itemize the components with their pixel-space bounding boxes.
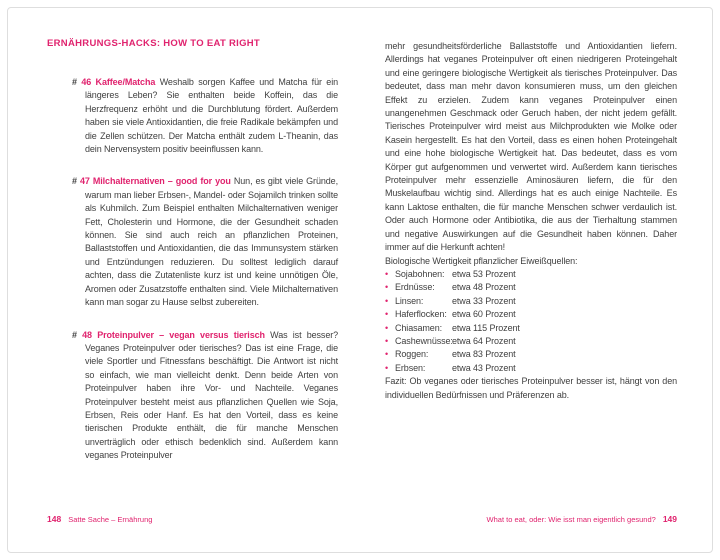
page-number-left: 148: [47, 514, 62, 524]
list-item-value: etwa 43 Prozent: [452, 362, 516, 373]
list-item-name: Erbsen:: [395, 362, 426, 373]
list-item: [385, 308, 677, 321]
list-item: [385, 295, 677, 308]
list-item-name: Linsen:: [395, 295, 424, 306]
list-item-value: etwa 60 Prozent: [452, 309, 516, 320]
list-item-value: etwa 115 Prozent: [452, 322, 520, 333]
list-item: [385, 335, 677, 348]
bullet-icon: •: [385, 309, 389, 320]
section-body: Weshalb sorgen Kaffee und Matcha für ein längeres Leben? Sie enthalten beide Koffein, das die Herzfrequenz erhöht und die Durchblutung fördert. Außerdem haben sie viele Antioxidantien, die freie Radikale bekämpfen und die Zellen schützen. Der Matcha enthält zudem L-Theanin, das dein Nervensystem positiv beeinflussen kann.: [85, 77, 339, 155]
bullet-icon: •: [385, 268, 389, 279]
list-item-value: etwa 48 Prozent: [452, 282, 516, 293]
bullet-icon: •: [385, 282, 389, 293]
bullet-icon: •: [385, 295, 389, 306]
section-title: 46 Kaffee/Matcha: [81, 77, 156, 87]
list-item-name: Roggen:: [395, 349, 429, 360]
list-item-name: Sojabohnen:: [395, 268, 445, 279]
page-number-right: 149: [662, 514, 677, 524]
list-item: [385, 362, 677, 375]
list-item-name: Erdnüsse:: [395, 282, 435, 293]
list-item: [385, 322, 677, 335]
list-intro: Biologische Wertigkeit pflanzlicher Eiweißquellen:: [385, 255, 578, 266]
conclusion-paragraph: Fazit: Ob veganes oder tierisches Proteinpulver besser ist, hängt von den individuellen Bedürfnissen und Präferenzen ab.: [385, 376, 677, 400]
section-marker: #: [72, 176, 77, 187]
section-48-paragraph: [72, 329, 338, 463]
section-marker: #: [72, 329, 77, 340]
list-item-value: etwa 83 Prozent: [452, 349, 516, 360]
footer-label-right: What to eat, oder: Wie isst man eigentlich gesund?: [486, 515, 656, 524]
list-item-value: etwa 64 Prozent: [452, 335, 516, 346]
list-item-name: Chiasamen:: [395, 322, 443, 333]
right-page: [385, 40, 677, 402]
section-46-paragraph: [72, 76, 338, 156]
list-item-value: etwa 53 Prozent: [452, 268, 516, 279]
right-page-footer: [487, 514, 677, 524]
left-page-footer: [47, 514, 152, 524]
footer-label-left: Satte Sache – Ernährung: [68, 515, 153, 524]
list-item: [385, 348, 677, 361]
bullet-icon: •: [385, 322, 389, 333]
list-item: [385, 268, 677, 281]
bullet-icon: •: [385, 349, 389, 360]
section-body: Was ist besser? Veganes Proteinpulver oder tierisches? Das ist eine Frage, die viele Sportler und Fitnessfans beschäftigt. Die Antwort ist nicht so einfach, wie man vielleicht denkt. Denn beide Arten von Proteinpulver haben ihre Vor- und Nachteile. Veganes Proteinpulver besteht meist aus pflanzlichen Quellen wie Soja, Erbsen, Reis oder Hanf. Es hat den Vorteil, dass es keine tierischen Produkte enthält, die für manche Menschen unverträglich oder ethisch bedenklich sind. Außerdem kann veganes Proteinpulver: [85, 329, 339, 461]
list-item-name: Haferflocken:: [395, 309, 447, 320]
section-title: 47 Milchalternativen – good for you: [79, 176, 231, 187]
protein-value-list: [385, 268, 677, 375]
section-marker: #: [72, 77, 77, 87]
list-item-name: Cashewnüsse:: [395, 335, 453, 346]
chapter-heading: ERNÄHRUNGS-HACKS: HOW TO EAT RIGHT: [47, 38, 261, 49]
section-title: 48 Proteinpulver – vegan versus tierisch: [82, 329, 265, 340]
section-47-paragraph: [72, 175, 338, 309]
list-item-value: etwa 33 Prozent: [452, 295, 516, 306]
bullet-icon: •: [385, 362, 389, 373]
section-body: Nun, es gibt viele Gründe, warum man lieber Erbsen-, Mandel- oder Sojamilch trinken sollte als Kuhmilch. Zum Beispiel enthalten Milchalternativen weniger Fett, Cholesterin und Hormone, die der Gesundheit schaden können. Sie sind auch reich an pflanzlichen Proteinen, Ballaststoffen und Antioxidantien, die das Immunsystem stärken und Entzündungen reduzieren. Du solltest lediglich darauf achten, dass die Zutatenliste kurz ist und keine unnötigen Öle, Aromen oder Zusatzstoffe enthalten sind. Viele Milchalternativen kann man sogar zu Hause selbst zubereiten.: [85, 176, 338, 308]
bullet-icon: •: [385, 335, 389, 346]
body-paragraph: mehr gesundheitsförderliche Ballaststoffe und Antioxidantien liefern. Allerdings hat veganes Proteinpulver oft einen niedrigeren Proteingehalt und eine geringere biologische Wertigkeit als tierisches Proteinpulver. Das bedeutet, dass man mehr davon konsumieren muss, um den gleichen Effekt zu erzielen. Zudem kann veganes Proteinpulver einen unangenehmen Geschmack oder Geruch haben, der nicht jedem gefällt. Tierisches Proteinpulver wird meist aus Milchprodukten wie Molke oder Kasein hergestellt. Es hat den Vorteil, dass es einen hohen Proteingehalt und eine hohe biologische Wertigkeit hat. Das bedeutet, dass es vom Körper gut aufgenommen und verwertet wird. Außerdem kann tierisches Proteinpulver mehr essenzielle Aminosäuren liefern, die für den Muskelaufbau wichtig sind. Allerdings hat es auch einige Nachteile. Es kann Laktose enthalten, die für manche Menschen schwer verdaulich ist. Oder auch Hormone oder Antibiotika, die aus der Tierhaltung stammen und negative Auswirkungen auf die Gesundheit haben können. Daher immer auf die Herkunft achten!: [385, 41, 677, 253]
left-page: [47, 38, 338, 463]
list-item: [385, 281, 677, 294]
